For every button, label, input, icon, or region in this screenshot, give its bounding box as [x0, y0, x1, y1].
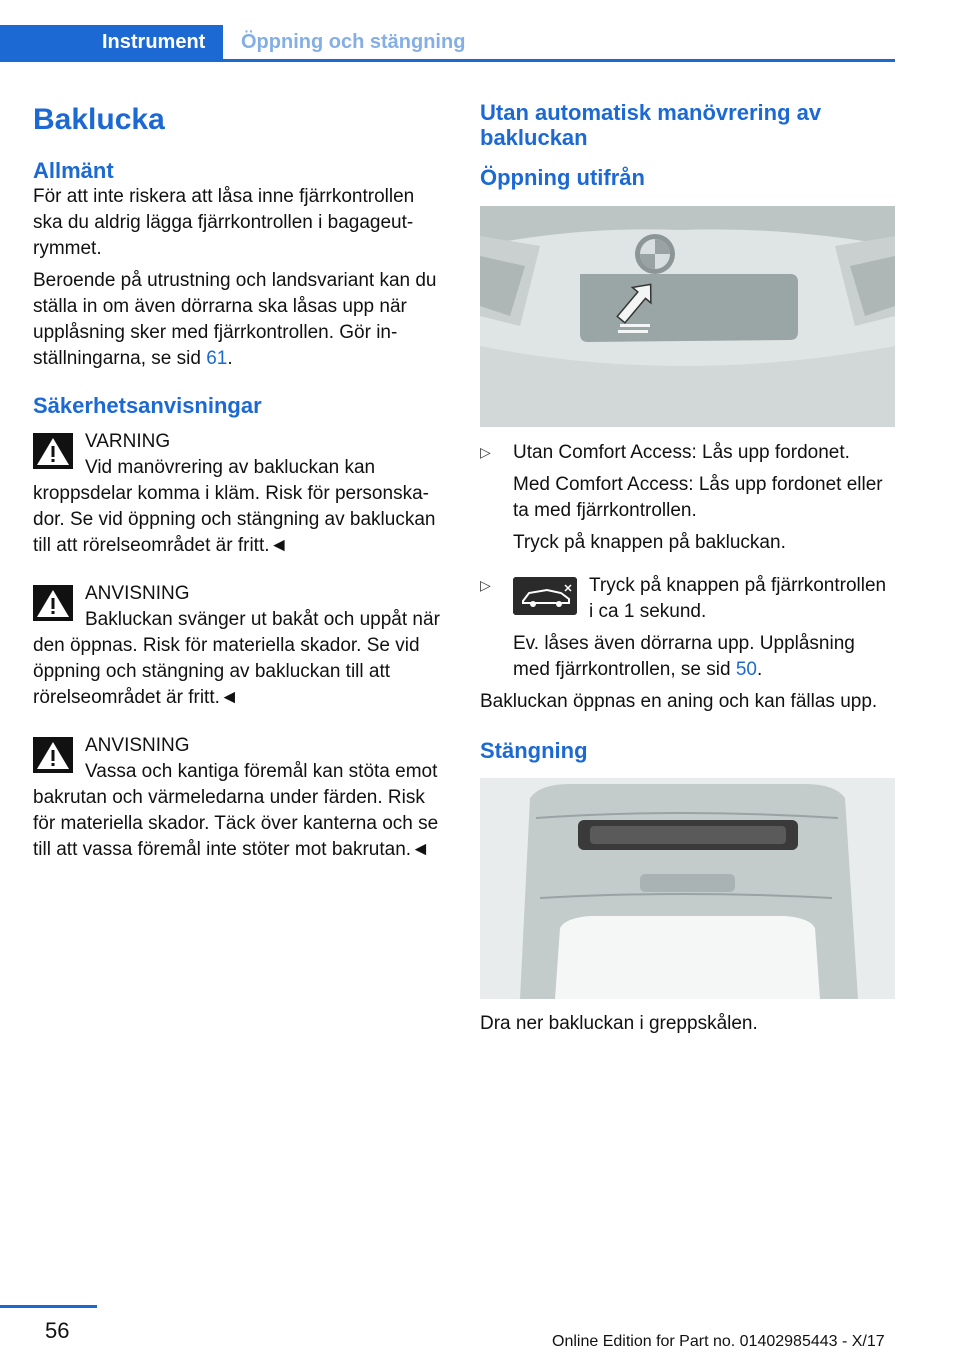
- page-number: 56: [45, 1318, 70, 1343]
- general-paragraph-2: [33, 268, 449, 372]
- warning-block-1: [33, 429, 449, 559]
- general-paragraph-2-text: Beroende på utrustning och landsvariant kan du ställa in om även dörrarna ska låsas upp när upplåsning sker med fjärrkontrollen. Gör inställningarna, se sid: [33, 270, 437, 369]
- left-column: [33, 100, 449, 863]
- warning-block-2: [33, 581, 449, 711]
- triangle-right-icon: ▷: [480, 577, 491, 593]
- manual-operation-heading: Utan automatisk manövrering av bakluckan: [480, 100, 822, 150]
- warning-triangle-icon: [33, 433, 73, 469]
- bullet-2-text: Tryck på knappen på fjärrkontrollen i ca 1 sekund.: [589, 575, 887, 622]
- warning-label-2: ANVISNING: [85, 583, 190, 604]
- warning-triangle-icon: [33, 585, 73, 621]
- safety-heading: Säkerhetsanvisningar: [33, 393, 262, 418]
- warning-block-3: [33, 733, 449, 863]
- warning-label-3: ANVISNING: [85, 735, 190, 756]
- tailgate-exterior-image: [480, 206, 895, 427]
- warning-triangle-icon: [33, 737, 73, 773]
- edition-note: Online Edition for Part no. 01402985443 - X/17: [552, 1333, 885, 1350]
- right-column: [480, 100, 895, 1037]
- closing-text: Dra ner bakluckan i greppskålen.: [480, 1013, 758, 1034]
- header-rule: [223, 59, 895, 62]
- closing-heading: Stängning: [480, 738, 588, 763]
- bullet-2-sub-text: Ev. låses även dörrarna upp. Upplåsning med fjärrkontrollen, se sid: [513, 633, 855, 680]
- warning-text-2: Bakluckan svänger ut bakåt och uppåt när den öppnas. Risk för materiella skador. Se vid öppning och stängning av bakluckan till att rörelseområdet är fritt.◄: [33, 609, 440, 708]
- page-link-50[interactable]: 50: [735, 659, 757, 680]
- bullet-1-text: Utan Comfort Access: Lås upp fordonet.: [513, 442, 850, 463]
- triangle-right-icon: ▷: [480, 444, 491, 460]
- tailgate-remote-key-icon: [513, 577, 577, 615]
- list-item-unlock: [480, 440, 895, 466]
- bullet-2-sub-end: .: [756, 659, 763, 680]
- tailgate-interior-illustration: [480, 778, 895, 999]
- warning-label-1: VARNING: [85, 431, 171, 452]
- general-paragraph-1: För att inte riskera att låsa inne fjärrkontrollen ska du aldrig lägga fjärrkontrollen i bagageutrymmet.: [33, 186, 415, 259]
- bullet-1-sub-2: Tryck på knappen på bakluckan.: [513, 532, 786, 553]
- tailgate-exterior-illustration: [480, 206, 895, 427]
- warning-text-1: Vid manövrering av bakluckan kan kroppsdelar komma i kläm. Risk för personskador. Se vid öppning och stängning av bakluckan till att rörelseområdet är fritt.◄: [33, 457, 436, 556]
- general-heading: Allmänt: [33, 158, 114, 183]
- bullet-1-sub-1: Med Comfort Access: Lås upp fordonet eller ta med fjärrkontrollen.: [513, 474, 883, 521]
- open-outside-heading: Öppning utifrån: [480, 165, 645, 190]
- page-title: Baklucka: [33, 103, 165, 136]
- header-tab-instrument[interactable]: Instrument: [102, 31, 206, 53]
- bullet-2-sub: [480, 631, 895, 683]
- warning-text-3: Vassa och kantiga föremål kan stöta emot bakrutan och värmeledarna under färden. Risk för materiella skador. Täck över kanterna och se till att vassa föremål inte stöter mot bakrutan.◄: [33, 761, 439, 860]
- list-item-remote: [480, 573, 895, 625]
- header-tab-opening[interactable]: Öppning och stängning: [241, 31, 466, 53]
- page-link-61[interactable]: 61: [206, 348, 228, 369]
- footer-rule: [0, 1305, 97, 1308]
- general-paragraph-2-end: .: [227, 348, 233, 369]
- tailgate-interior-image: [480, 778, 895, 999]
- after-bullets-text: Bakluckan öppnas en aning och kan fällas upp.: [480, 691, 878, 712]
